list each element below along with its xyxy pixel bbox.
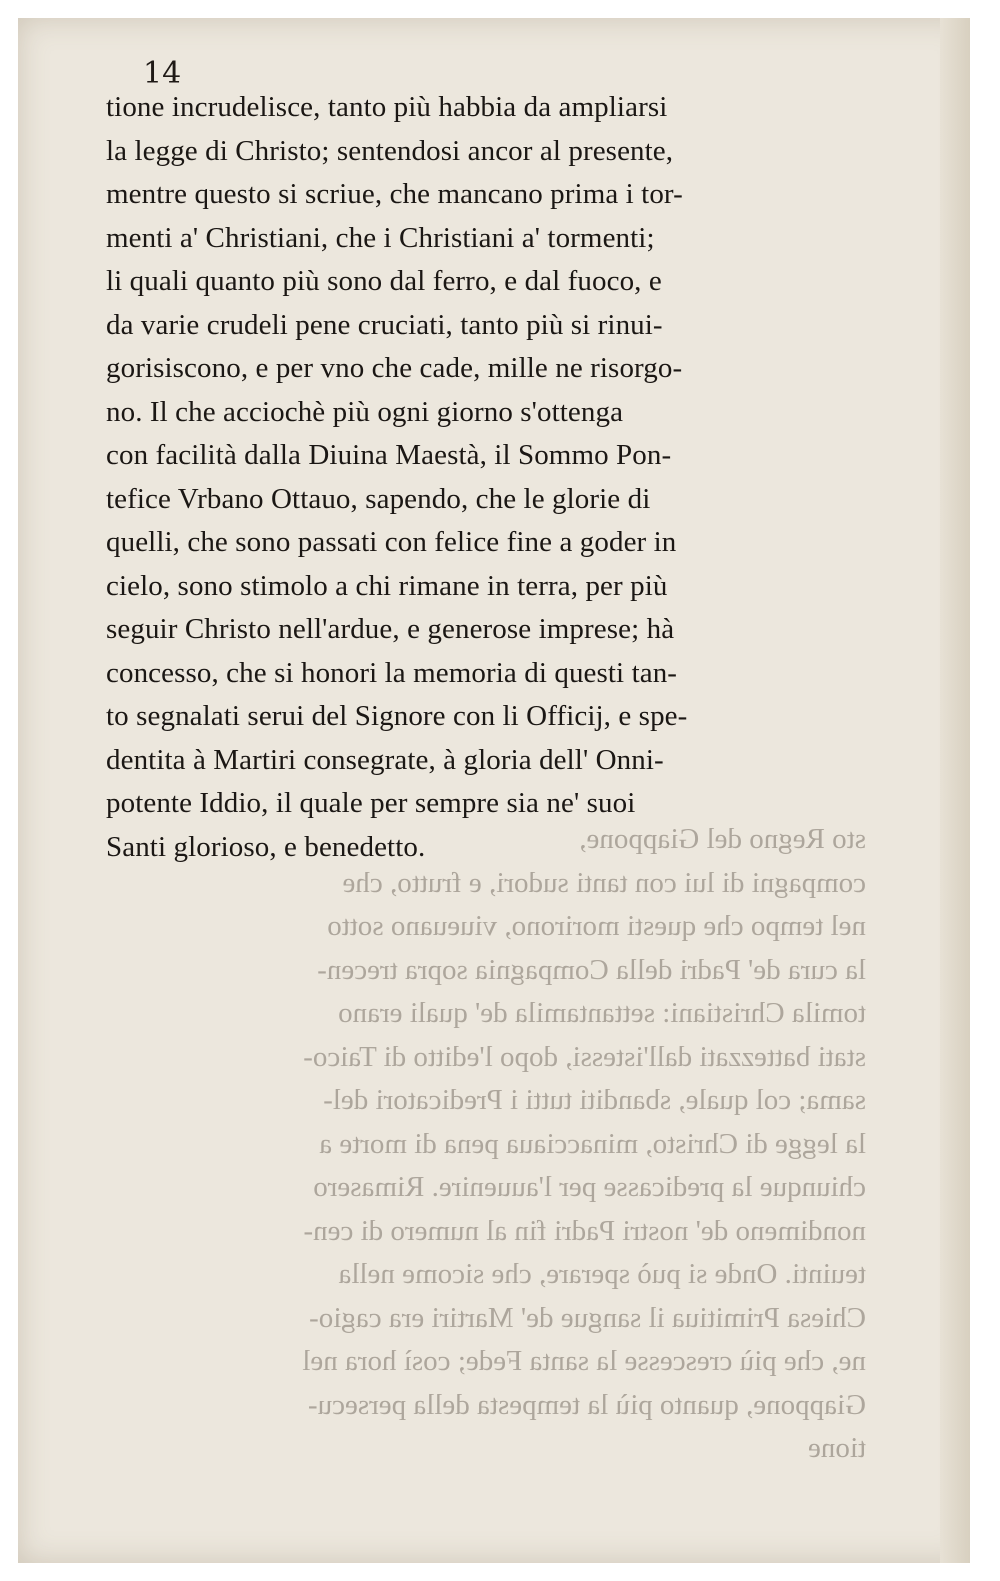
text-line: la legge di Christo; sentendosi ancor al presente, xyxy=(106,134,674,167)
page-number: 14 xyxy=(143,56,182,91)
text-line: da varie crudeli pene cruciati, tanto più si rinui- xyxy=(106,308,663,341)
text-line: gorisiscono, e per vno che cade, mille ne risorgo- xyxy=(106,352,683,384)
text-line: concesso, che si honori la memoria di questi tan- xyxy=(106,656,678,689)
show-through-line: sto Regno del Giappone, xyxy=(579,823,866,855)
show-through-line: nel tempo che questi morirono, viueuano sotto xyxy=(327,910,866,942)
text-line: mentre questo si scriue, che mancano prima i tor- xyxy=(106,178,683,210)
text-line: no. Il che acciochè più ogni giorno s'ottenga xyxy=(106,395,624,428)
text-line: li quali quanto più sono dal ferro, e dal fuoco, e xyxy=(106,265,662,297)
show-through-line: sama; col quale, sbanditi tutti i Predicatori del- xyxy=(323,1084,866,1116)
text-line: seguir Christo nell'ardue, e generose imprese; hà xyxy=(106,613,675,645)
text-line: tefice Vrbano Ottauo, sapendo, che le glorie di xyxy=(106,482,651,515)
text-line: quelli, che sono passati con felice fine a goder in xyxy=(106,526,677,558)
text-line: tione incrudelisce, tanto più habbia da ampliarsi xyxy=(106,91,668,123)
text-line: to segnalati serui del Signore con li Officij, e spe- xyxy=(106,700,688,732)
show-through-line: ne, che più crescesse la santa Fede; così hora nel xyxy=(302,1345,866,1377)
text-line: Santi glorioso, e benedetto. xyxy=(106,830,426,863)
text-line: menti a' Christiani, che i Christiani a' tormenti; xyxy=(106,221,655,254)
show-through-line: compagni di lui con tanti sudori, e frutto, che xyxy=(342,866,866,899)
show-through-line: tione xyxy=(808,1432,866,1464)
show-through-line: chiunque la predicasse per l'auuenire. Rimasero xyxy=(313,1171,866,1203)
show-through-line: teuinti. Onde si può sperare, che sicome nella xyxy=(338,1258,866,1290)
show-through-text xyxy=(106,818,866,1471)
show-through-line: Chiesa Primitiua il sangue de' Martiri era cagio- xyxy=(309,1301,866,1334)
body-text xyxy=(106,86,866,869)
text-line: cielo, sono stimolo a chi rimane in terra, per più xyxy=(106,569,668,602)
show-through-line: stati battezzati dall'istessi, dopo l'editto di Taico- xyxy=(303,1040,866,1073)
text-line: dentita à Martiri consegrate, à gloria dell' Onni- xyxy=(106,743,664,776)
show-through-line: nondimeno de' nostri Padri fin al numero di cen- xyxy=(303,1214,866,1247)
page-edge xyxy=(940,18,970,1563)
show-through-line: tomila Christiani: settantamila de' quali erano xyxy=(338,997,866,1029)
show-through-line: Giappone, quanto più la tempesta della persecu- xyxy=(307,1388,866,1421)
text-line: con facilità dalla Diuina Maestà, il Sommo Pon- xyxy=(106,439,672,471)
text-line: potente Iddio, il quale per sempre sia ne' suoi xyxy=(106,787,636,819)
show-through-line: la cura de' Padri della Compagnia sopra trecen- xyxy=(317,953,866,986)
book-page xyxy=(18,18,970,1563)
show-through-line: la legge di Christo, minacciaua pena di morte a xyxy=(319,1127,866,1160)
